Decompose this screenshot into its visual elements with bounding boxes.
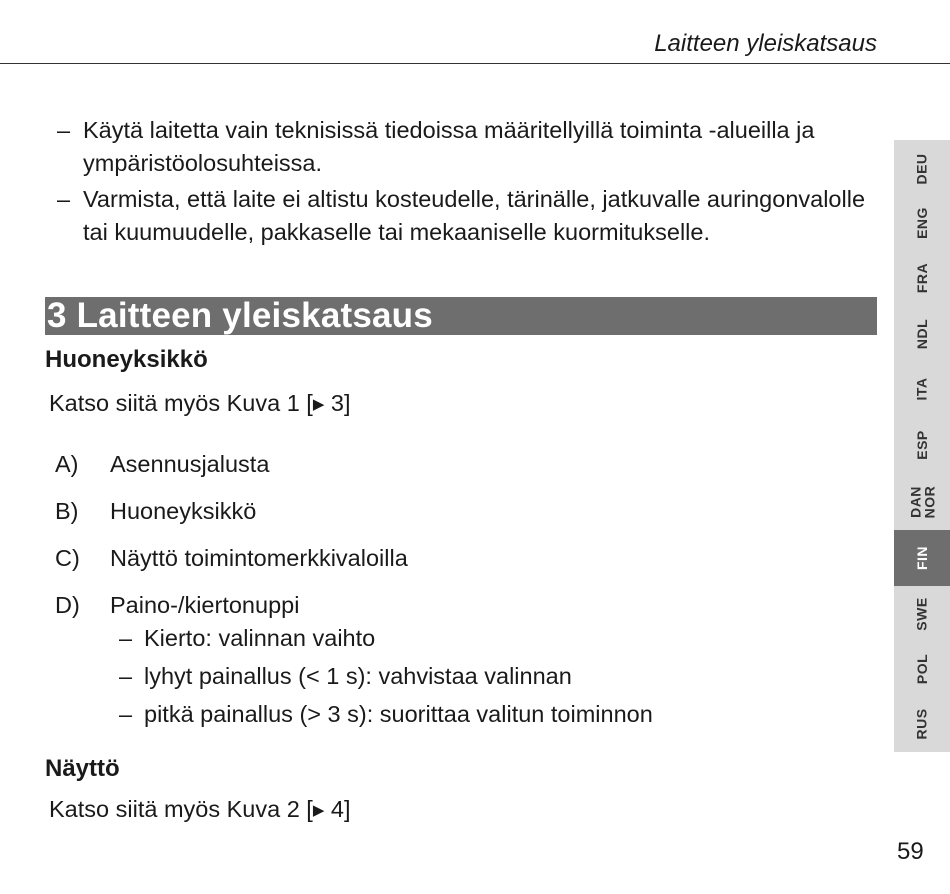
section-heading: 3 Laitteen yleiskatsaus [45, 297, 877, 335]
knob-action-text: Kierto: valinnan vaihto [144, 625, 376, 651]
language-tab-fin[interactable] [894, 530, 950, 586]
knob-action-text: pitkä painallus (> 3 s): suorittaa valitun toiminnon [144, 701, 653, 727]
bullet-text: Varmista, että laite ei altistu kosteudelle, tärinälle, jatkuvalle auringonvalolle tai kuumuudelle, pakkaselle tai mekaaniselle kuormitukselle. [83, 186, 866, 245]
bullet-dash: – [57, 186, 71, 212]
list-item [55, 496, 875, 543]
list-item [119, 701, 653, 739]
language-tab-label: ENG [914, 207, 930, 239]
language-tab-label: DEU [914, 152, 930, 185]
figure-ref-link[interactable]: 4] [324, 796, 351, 822]
language-tab-label: NDL [914, 318, 930, 350]
language-tab-label: SWE [913, 596, 930, 631]
part-label: Asennusjalusta [110, 451, 270, 477]
part-letter: A) [55, 451, 79, 477]
list-item [55, 449, 875, 496]
figure-ref-link[interactable]: 3] [324, 390, 351, 416]
bullet-dash: – [57, 117, 71, 143]
list-item [119, 663, 653, 701]
bullet-dash: – [119, 663, 133, 689]
language-tab-label: ITA [913, 376, 930, 401]
page-number: 59 [897, 838, 924, 865]
knob-actions-list [119, 625, 653, 739]
figure-ref-arrow-icon: ▶ [312, 802, 325, 819]
language-tab-ita[interactable] [894, 362, 950, 415]
bullet-item [57, 183, 877, 249]
display-see-also [49, 796, 351, 823]
bullet-item [57, 114, 877, 180]
list-item [55, 543, 875, 590]
bullet-dash: – [119, 701, 133, 727]
language-tab-label: POL [914, 653, 930, 684]
language-tab-bar [894, 140, 950, 752]
language-tab-eng[interactable] [894, 197, 950, 249]
room-unit-see-also [49, 390, 351, 417]
language-tab-label: ESP [913, 429, 930, 460]
part-label: Näyttö toimintomerkkivaloilla [110, 545, 408, 571]
running-header-title: Laitteen yleiskatsaus [654, 30, 877, 57]
see-also-text: Katso siitä myös Kuva 2 [ [49, 796, 313, 822]
language-tab-fra[interactable] [894, 249, 950, 306]
parts-list [55, 449, 875, 637]
language-tab-esp[interactable] [894, 415, 950, 474]
safety-bullet-list [57, 114, 877, 252]
see-also-text: Katso siitä myös Kuva 1 [ [49, 390, 313, 416]
language-tab-dan-nor[interactable] [894, 474, 950, 530]
language-tab-rus[interactable] [894, 696, 950, 752]
room-unit-heading: Huoneyksikkö [45, 346, 208, 373]
list-item [119, 625, 653, 663]
part-label: Paino-/kiertonuppi [110, 592, 300, 618]
language-tab-pol[interactable] [894, 641, 950, 696]
part-letter: B) [55, 498, 79, 524]
bullet-dash: – [119, 625, 133, 651]
display-heading: Näyttö [45, 755, 120, 782]
language-tab-label: FRA [914, 262, 930, 293]
part-label: Huoneyksikkö [110, 498, 257, 524]
part-letter: D) [55, 592, 80, 618]
bullet-text: Käytä laitetta vain teknisissä tiedoissa määritellyillä toiminta -alueilla ja ympäristöolosuhteissa. [83, 117, 815, 176]
language-tab-ndl[interactable] [894, 306, 950, 362]
language-tab-deu[interactable] [894, 140, 950, 197]
language-tab-label: FIN [914, 545, 930, 571]
language-tab-label: DAN NOR [907, 485, 937, 519]
figure-ref-arrow-icon: ▶ [312, 396, 325, 413]
language-tab-label: RUS [914, 708, 930, 740]
language-tab-swe[interactable] [894, 586, 950, 641]
part-letter: C) [55, 545, 80, 571]
header-rule [0, 63, 950, 64]
knob-action-text: lyhyt painallus (< 1 s): vahvistaa valinnan [144, 663, 572, 689]
